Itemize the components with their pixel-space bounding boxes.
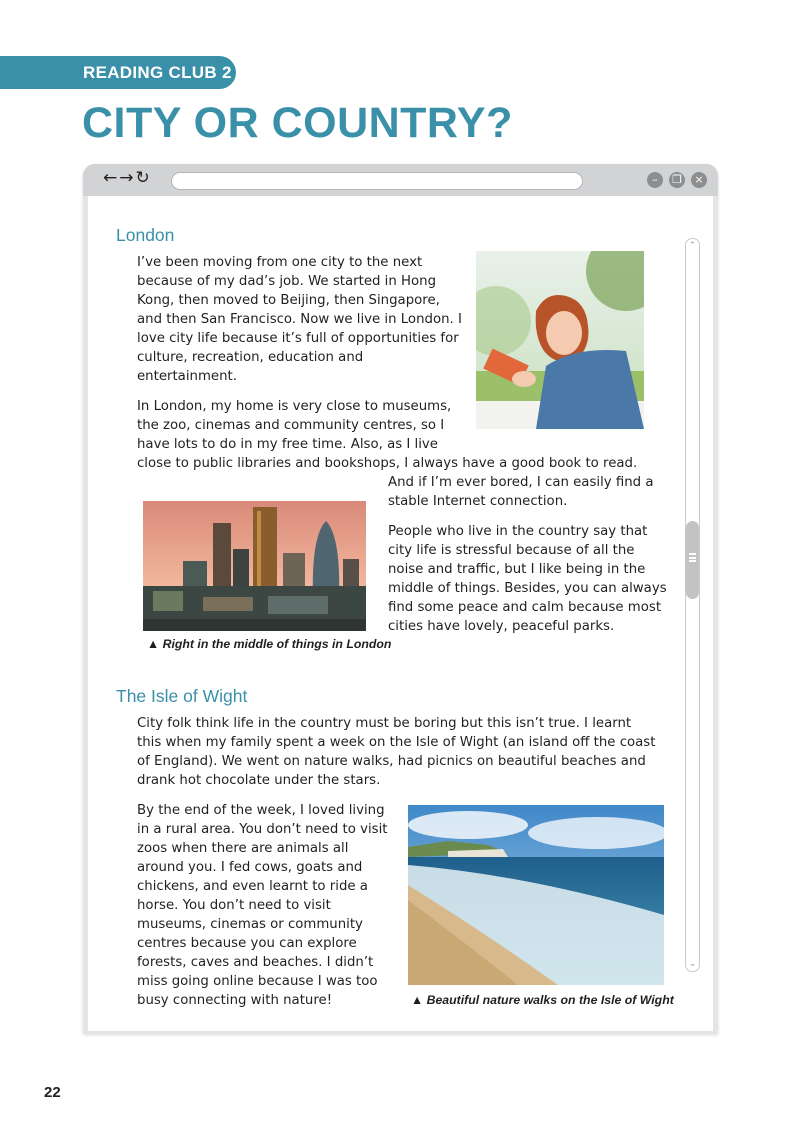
girl-reading-photo	[476, 251, 644, 429]
london-paragraph-2-wide: close to public libraries and bookshops, I always have a good book to read.	[137, 456, 638, 471]
section-heading-london: London	[116, 225, 175, 245]
page-number: 22	[44, 1084, 61, 1101]
browser-toolbar	[83, 164, 718, 196]
london-paragraph-1: I’ve been moving from one city to the next because of my dad’s job. We started in Hong Kong, then moved to Beijing, then Singapore, and then San Francisco. Now we live in London. I love city life because it’s full of opportunities for culture, recreation, education and entertainment.	[137, 255, 462, 384]
london-paragraph-2-end: And if I’m ever bored, I can easily find a stable Internet connection.	[388, 475, 654, 509]
back-arrow-icon[interactable]: ←	[103, 168, 120, 188]
page-title: CITY OR COUNTRY?	[82, 99, 513, 147]
scroll-down-icon[interactable]: ⌄	[688, 959, 697, 969]
london-skyline-photo	[143, 501, 366, 631]
restore-icon[interactable]: ❐	[669, 172, 685, 188]
isle-paragraph-1: City folk think life in the country must be boring but this isn’t true. I learnt this when my family spent a week on the Isle of Wight (an island off the coast of England). We went on nature walks, had picnics on beautiful beaches and drank hot chocolate under the stars.	[137, 716, 656, 788]
scroll-thumb[interactable]	[686, 521, 699, 599]
forward-arrow-icon[interactable]: →	[119, 168, 136, 188]
isle-paragraph-2: By the end of the week, I loved living in a rural area. You don’t need to visit zoos when there are animals all around you. I fed cows, goats and chickens, and even learnt to ride a horse. You don’t need to visit museums, cinemas or community centres because you can explore forests, caves and beaches. I didn’t miss going online because I was too busy connecting with nature!	[137, 803, 388, 1008]
beach-photo	[408, 805, 664, 985]
minimize-icon[interactable]: –	[647, 172, 663, 188]
london-paragraph-2-top: In London, my home is very close to museums, the zoo, cinemas and community centres, so I have lots to do in my free time. Also, as I live	[137, 399, 452, 452]
address-bar[interactable]	[171, 172, 583, 190]
nav-controls	[103, 168, 152, 188]
scrollbar[interactable]	[685, 238, 700, 972]
london-paragraph-3: People who live in the country say that city life is stressful because of all the noise and traffic, but I like being in the middle of things. Besides, you can always find some peace and calm because most cities have lovely, peaceful parks.	[388, 524, 667, 634]
section-heading-isle-of-wight: The Isle of Wight	[116, 686, 248, 706]
grip-icon	[689, 553, 696, 562]
london-photo-caption: ▲ Right in the middle of things in London	[147, 637, 392, 651]
scroll-up-icon[interactable]: ⌃	[688, 241, 697, 251]
reload-icon[interactable]: ↻	[135, 168, 152, 188]
beach-photo-caption: ▲ Beautiful nature walks on the Isle of Wight	[411, 993, 674, 1007]
section-tag: READING CLUB 2	[0, 56, 236, 89]
close-icon[interactable]: ×	[691, 172, 707, 188]
